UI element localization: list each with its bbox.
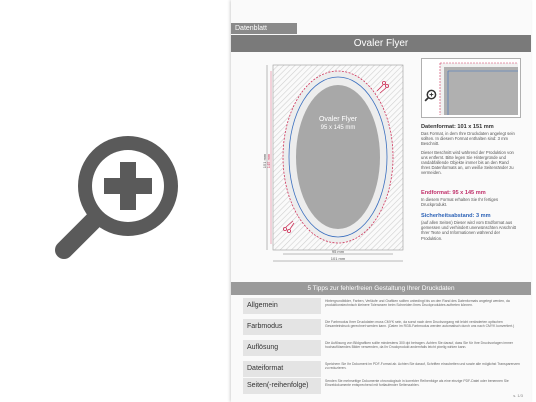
- tip-text: Die Auflösung von Bildgrafiken sollte mindestens 300 dpi betragen. Achten Sie darauf, dass Sie für Ihre Druckvorlagen immer hochauflösendes Bilder verwenden, da Ihr Druckprodukt andernfalls leicht pixelig wirken kann.: [325, 341, 513, 350]
- safety-note: [421, 213, 519, 241]
- safety-text: (auf allen Seiten) Dieser wird vom Endformat aus gemessen und verhindert unerwünschten Anschnitt Ihrer Texte und Informationen während der Produktion.: [421, 220, 516, 241]
- page-title: Ovaler Flyer: [231, 35, 531, 52]
- tip-text: Hintergrundbilder, Farben, Verläufe und Grafiken sollten unbedingt bis an den Rand des Datenformats angelegt werden, da produktionstechnisch kleinere Toleranzen beim Schneiden Ihres Druckproduktes auftreten können.: [325, 299, 510, 308]
- tip-row-file-format: [243, 361, 533, 377]
- datasheet-label: Datenblatt: [231, 23, 297, 34]
- tip-key: Dateiformat: [243, 361, 321, 377]
- tip-text: Die Farbmodus Ihrer Druckdaten muss CMYK sein, da sonst nach dem Druckvorgang mit leicht veränderten optischen Gesamteindruck gerechnet werden kann. (Daten im RGB-Farbmodus werden automatisch durch uns nach CMYK konvertiert.): [325, 320, 515, 329]
- oval-size: 95 x 145 mm: [320, 125, 356, 131]
- inner-width-label: 95 mm: [331, 249, 345, 254]
- datasheet-page: [231, 0, 531, 402]
- inner-height-label: 145 mm: [266, 153, 271, 169]
- safety-heading: Sicherheitsabstand: 3 mm: [421, 213, 491, 219]
- tip-key: Auflösung: [243, 340, 321, 356]
- tip-row-page-order: [243, 378, 533, 394]
- tips-title: 5 Tipps zur fehlerfreien Gestaltung Ihrer Druckdaten: [231, 282, 531, 295]
- format-text-2: Dieser Beschnitt wird während der Produktion von uns entfernt. Bitte legen Sie Hintergründe und randabfallende Objekte immer bis an den Rand Ihres Datenformats an, um weiße Seitenränder zu vermeiden.: [421, 149, 514, 176]
- end-format-text: In diesem Format erhalten Sie Ihr fertiges Druckprodukt.: [421, 197, 499, 208]
- tip-text: Senden Sie mehrseitige Dokumente chronologisch in korrekter Reihenfolge als eine einzige PDF-Datei oder benennen Sie Einzeldokumente entsprechend mit fortlaufender Seitenzahlen.: [325, 379, 509, 388]
- format-heading: Datenformat: 101 x 151 mm: [421, 124, 494, 130]
- tip-row-general: [243, 298, 533, 314]
- tip-row-resolution: [243, 340, 533, 356]
- oval-title: Ovaler Flyer: [318, 116, 358, 123]
- format-note: [421, 124, 519, 176]
- end-format-heading: Endformat: 95 x 145 mm: [421, 190, 486, 196]
- page-number: s. 1/3: [513, 393, 523, 398]
- outer-height-label: 151 mm: [262, 153, 267, 169]
- outer-width-label: 101 mm: [330, 256, 346, 261]
- corner-detail: [421, 58, 521, 118]
- tip-row-color-mode: [243, 319, 533, 335]
- tip-key: Allgemein: [243, 298, 321, 314]
- format-drawing: [263, 63, 413, 268]
- tip-text: Speichern Sie Ihr Dokument im PDF-Format ab. Achten Sie darauf, Schriften einzubetten und sowie alle möglichst Transparenzen zu reduzieren.: [325, 362, 520, 371]
- format-text: Das Format, in dem Ihre Druckdaten angelegt sein sollten. In diesem Format enthalten sind: 3 mm Beschnitt.: [421, 131, 515, 147]
- zoom-icon[interactable]: [50, 128, 190, 268]
- zoom-icon[interactable]: [424, 89, 437, 102]
- end-format-note: [421, 190, 519, 207]
- tip-key: Seiten(-reihenfolge): [243, 378, 321, 394]
- tip-key: Farbmodus: [243, 319, 321, 335]
